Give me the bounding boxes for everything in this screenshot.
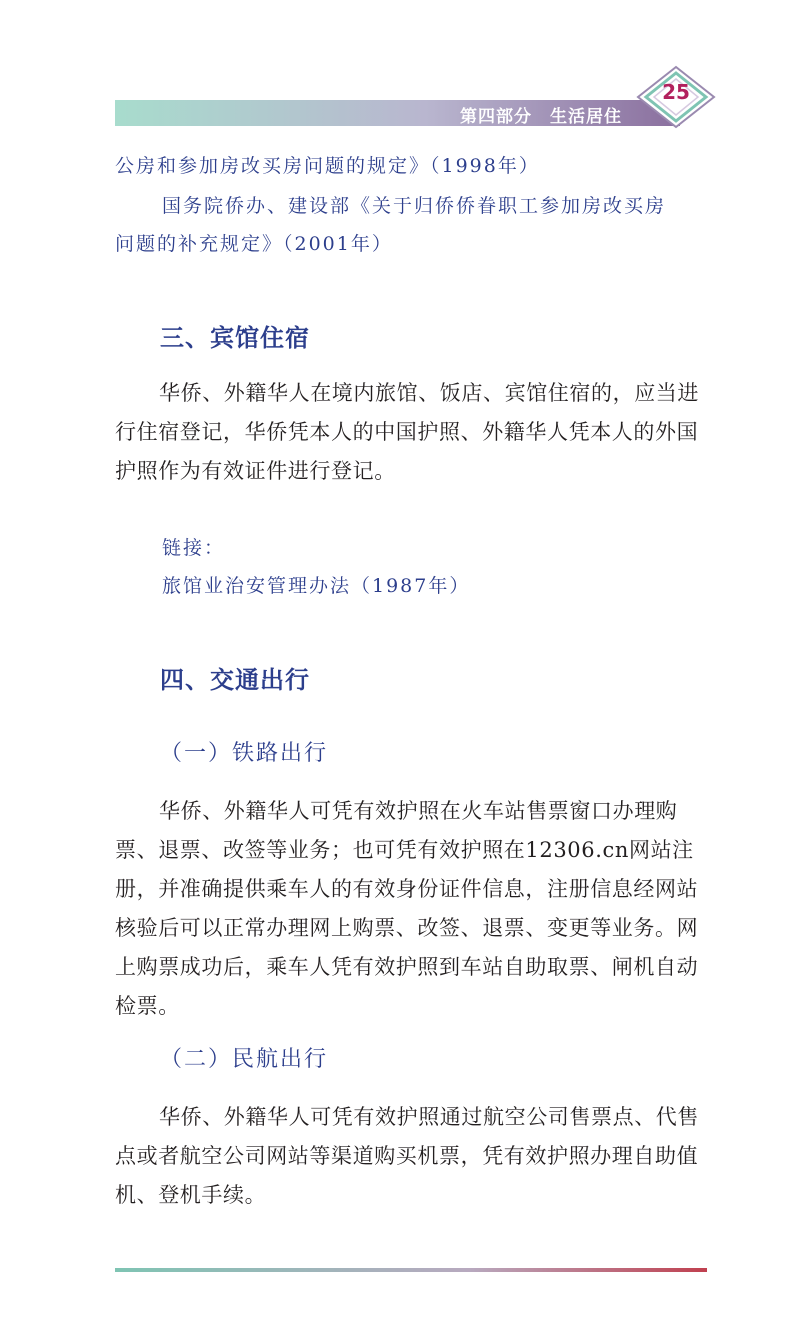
ref-line-1: 公房和参加房改买房问题的规定》（1998年） (115, 155, 540, 177)
ref-line-2: 国务院侨办、建设部《关于归侨侨眷职工参加房改买房 (162, 195, 667, 217)
link-label: 链接： (162, 537, 226, 559)
link-item: 旅馆业治安管理办法（1987年） (162, 575, 471, 597)
header-bar (115, 100, 680, 126)
section3-heading: 三、宾馆住宿 (160, 324, 310, 352)
air-paragraph: 华侨、外籍华人可凭有效护照通过航空公司售票点、代售点或者航空公司网站等渠道购买机票，凭有效护照办理自助值机、登机手续。 (115, 1105, 699, 1207)
section3-paragraph: 华侨、外籍华人在境内旅馆、饭店、宾馆住宿的，应当进行住宿登记，华侨凭本人的中国护照、外籍华人凭本人的外国护照作为有效证件进行登记。 (115, 381, 699, 483)
header-section-title: 第四部分 生活居住 (460, 107, 622, 127)
ref-line-3: 问题的补充规定》（2001年） (115, 233, 393, 255)
section4-heading: 四、交通出行 (160, 666, 310, 694)
air-subheading: （二）民航出行 (160, 1047, 329, 1072)
rail-subheading: （一）铁路出行 (160, 741, 329, 766)
footer-line (115, 1268, 707, 1272)
rail-paragraph: 华侨、外籍华人可凭有效护照在火车站售票窗口办理购票、退票、改签等业务；也可凭有效护照在12306.cn网站注册，并准确提供乘车人的有效身份证件信息，注册信息经网站核验后可以正常办理网上购票、改签、退票、变更等业务。网上购票成功后，乘车人凭有效护照到车站自助取票、闸机自动检票。 (115, 799, 699, 1018)
page-number: 25 (662, 80, 690, 104)
